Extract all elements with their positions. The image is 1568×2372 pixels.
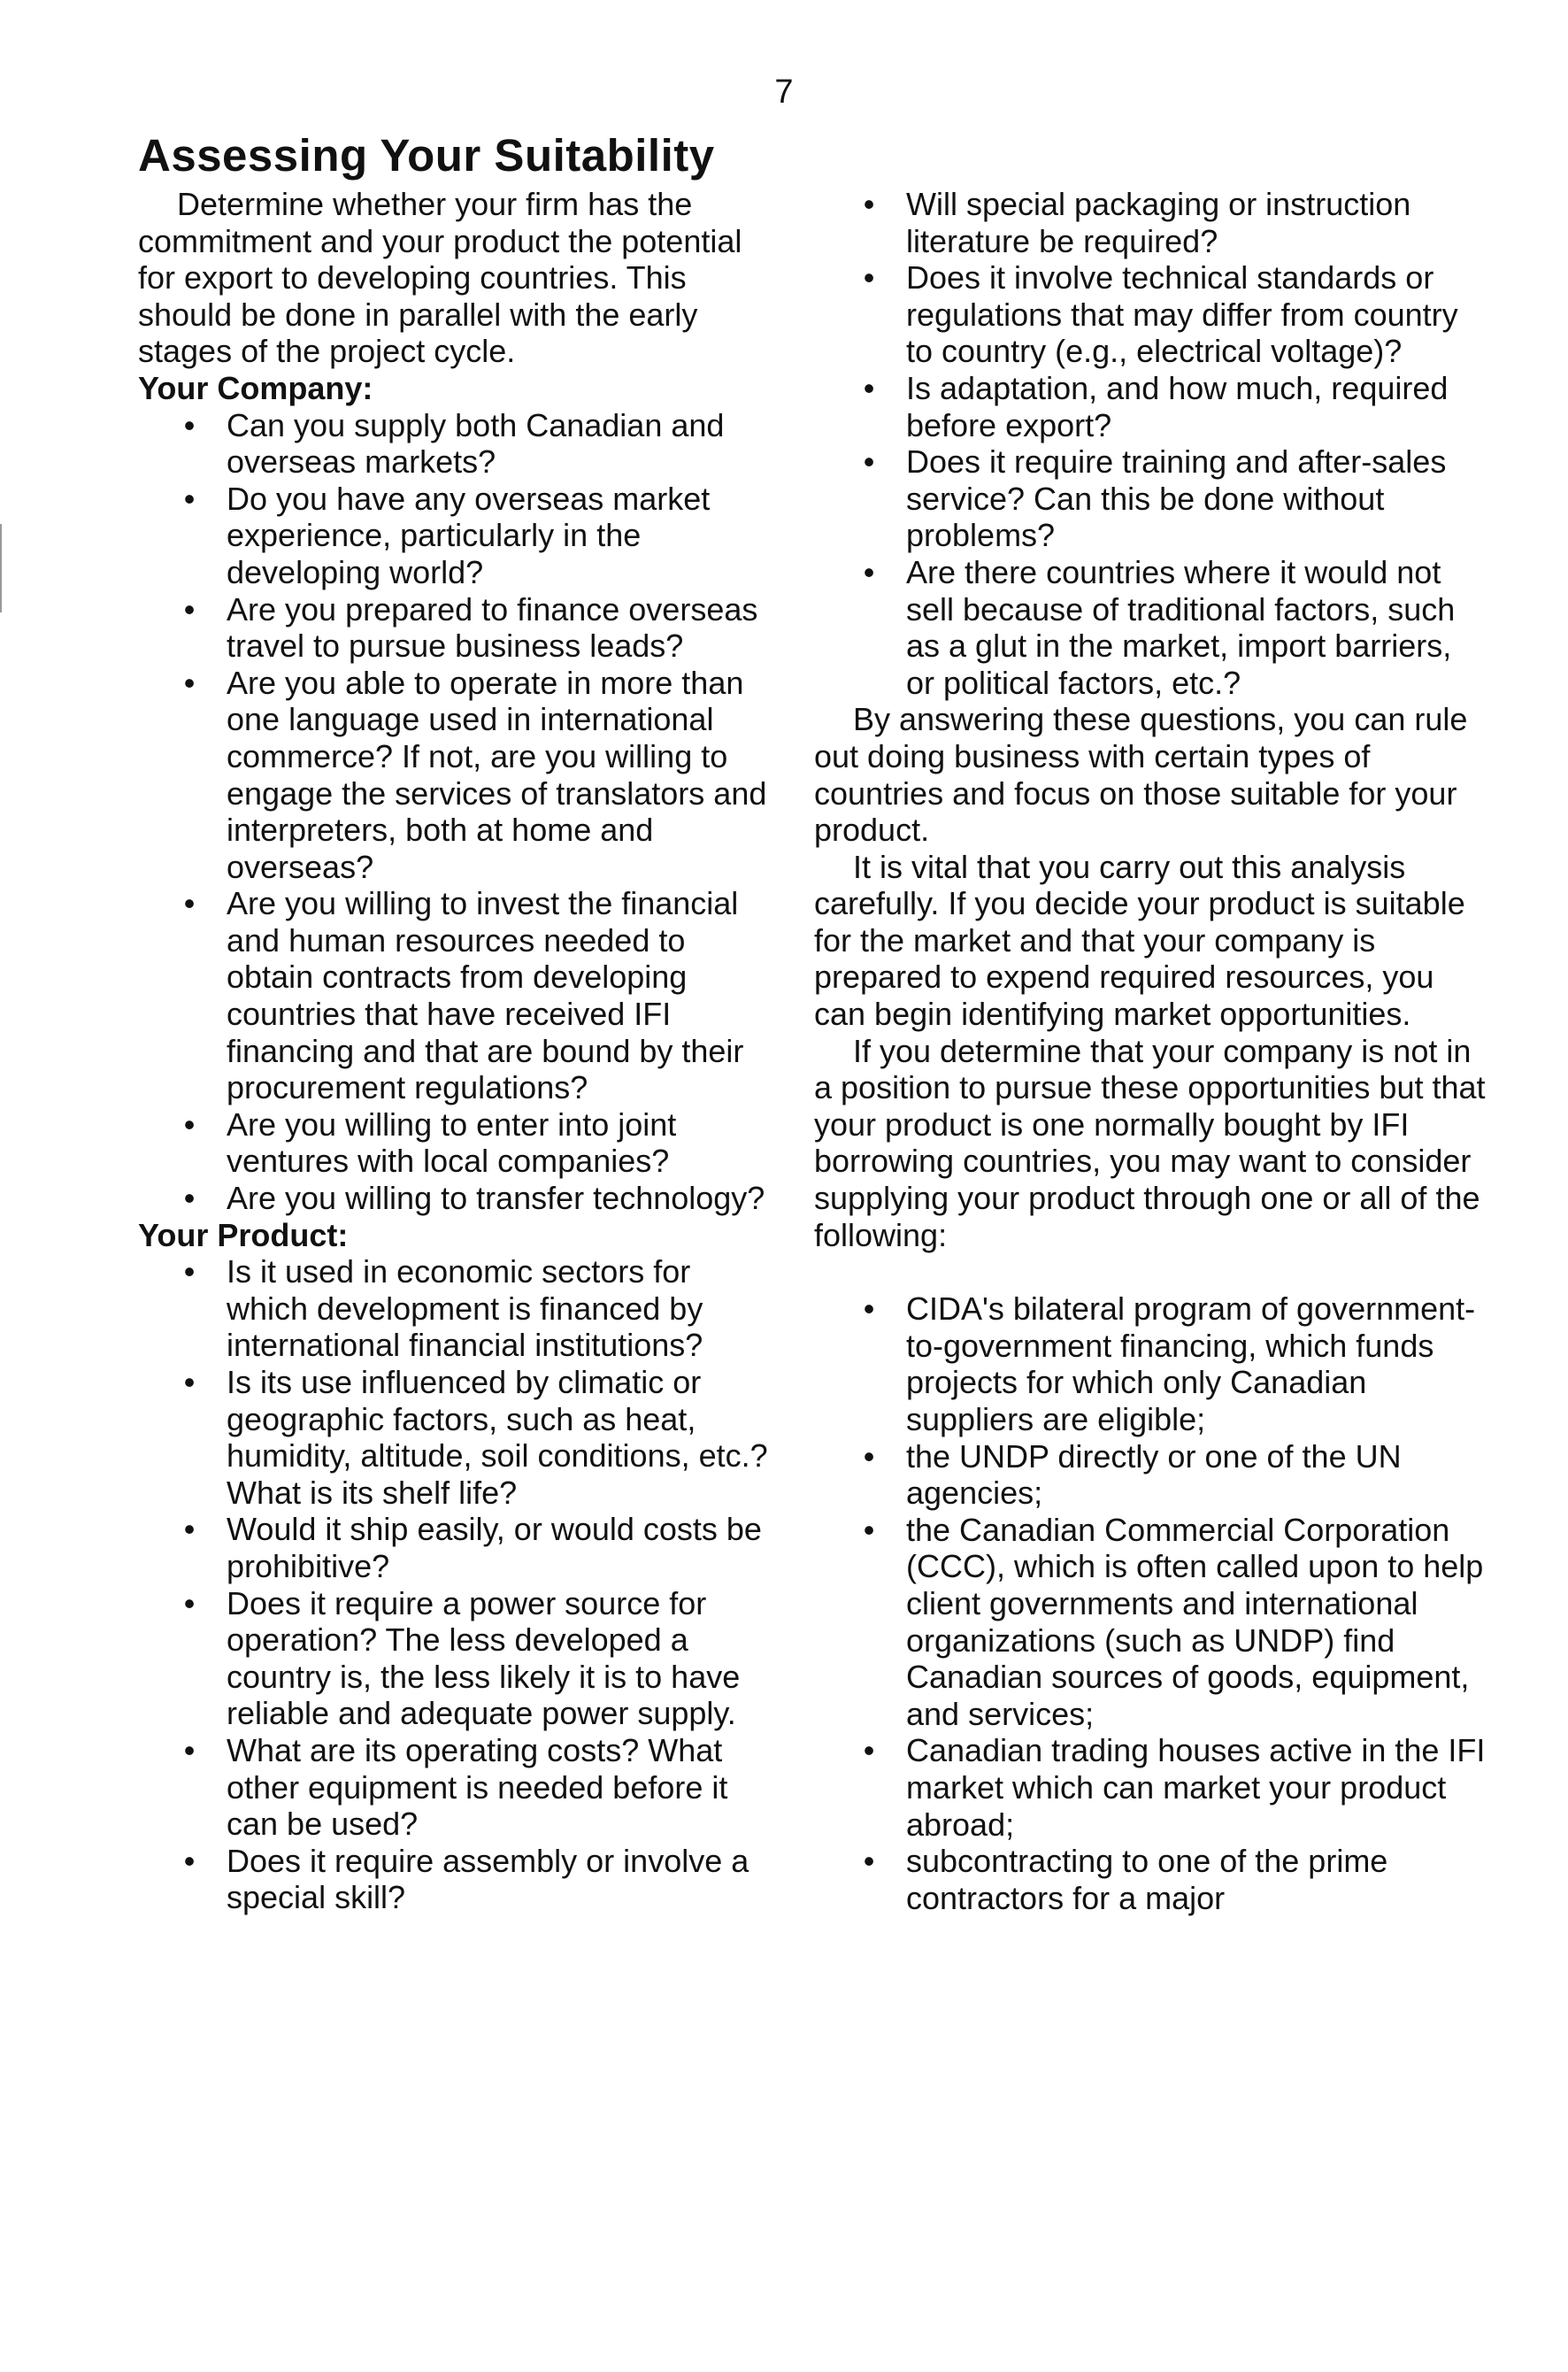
list-item: • Is adaptation, and how much, required before export? [814,370,1487,443]
bullet-icon: • [863,369,875,406]
body-paragraph: By answering these questions, you can rule out doing business with certain types of countries and focus on those suitable for your product. [814,701,1468,849]
list-item: • Does it require assembly or involve a special skill? [138,1843,775,1916]
bullet-icon: • [863,553,875,590]
list-item: • Does it require a power source for operation? The less developed a country is, the less likely it is to have reliable and adequate power supply. [138,1585,775,1732]
list-item: • Can you supply both Canadian and overseas markets? [138,407,775,481]
bullet-icon: • [863,1511,875,1548]
bullet-icon: • [863,259,875,296]
company-question-list [138,407,775,1217]
intro-paragraph: Determine whether your firm has the commitment and your product the potential for export to developing countries. This should be done in parallel with the early stages of the project cycle. [138,186,742,370]
product-question-list-continued [814,186,1487,701]
bullet-icon: • [183,1180,196,1217]
list-item: • Will special packaging or instruction literature be required? [814,186,1487,259]
body-paragraph: It is vital that you carry out this analysis carefully. If you decide your product is suitable for the market and that your company is prepared to expend required resources, you can begin identifying market opportunities. [814,848,1465,1033]
bullet-icon: • [183,480,196,517]
bullet-icon: • [183,1731,196,1768]
alternatives-list [814,1290,1487,1916]
bullet-icon: • [863,1732,875,1769]
margin-rule [0,524,2,612]
bullet-icon: • [183,590,196,628]
section-heading: Assessing Your Suitability [138,130,715,181]
list-item: • Are you willing to invest the financial and human resources needed to obtain contracts from developing countries that have received IFI financing and that are bound by their procurement regulations? [138,885,775,1106]
list-item: • Does it involve technical standards or regulations that may differ from country to country (e.g., electrical voltage)? [814,259,1487,370]
list-item: • Are you willing to transfer technology? [138,1180,775,1217]
bullet-icon: • [183,406,196,443]
list-item: • CIDA's bilateral program of government-to-government financing, which funds projects for which only Canadian suppliers are eligible; [814,1290,1487,1437]
bullet-icon: • [183,1364,196,1400]
product-subheading: Your Product: [138,1216,349,1253]
body-paragraph: If you determine that your company is not in a position to pursue these opportunities but that your product is one normally bought by IFI borrowing countries, you may want to consider supplying your product through one or all of the following: [814,1032,1486,1253]
bullet-icon: • [863,1290,875,1328]
bullet-icon: • [183,1584,196,1621]
bullet-icon: • [183,1105,196,1143]
bullet-icon: • [863,186,875,222]
product-question-list [138,1253,775,1916]
list-item: • the Canadian Commercial Corporation (CCC), which is often called upon to help client governments and international organizations (such as UNDP) find Canadian sources of goods, equipment, and services; [814,1512,1487,1733]
list-item: • Is it used in economic sectors for which development is financed by international financial institutions? [138,1253,775,1364]
bullet-icon: • [863,1437,875,1475]
list-item: • subcontracting to one of the prime contractors for a major [814,1843,1487,1916]
bullet-icon: • [863,443,875,481]
list-item: • Would it ship easily, or would costs be prohibitive? [138,1511,775,1584]
list-item: • Are there countries where it would not sell because of traditional factors, such as a glut in the market, import barriers, or political factors, etc.? [814,554,1487,701]
left-column [138,186,775,1916]
bullet-icon: • [183,885,196,922]
list-item: • What are its operating costs? What other equipment is needed before it can be used? [138,1732,775,1843]
bullet-icon: • [183,1511,196,1548]
company-subheading: Your Company: [138,369,373,406]
list-item: • Are you able to operate in more than one language used in international commerce? If not, are you willing to engage the services of translators and interpreters, both at home and overseas? [138,665,775,886]
bullet-icon: • [183,1253,196,1290]
list-item: • Does it require training and after-sales service? Can this be done without problems? [814,443,1487,554]
page-number: 7 [774,73,794,111]
bullet-icon: • [183,1842,196,1879]
list-item: • Are you willing to enter into joint ventures with local companies? [138,1106,775,1180]
list-item: • Is its use influenced by climatic or geographic factors, such as heat, humidity, altitude, soil conditions, etc.? What is its shelf life? [138,1364,775,1511]
bullet-icon: • [863,1843,875,1880]
spacer [814,1253,1487,1290]
right-column [814,186,1487,1916]
list-item: • the UNDP directly or one of the UN agencies; [814,1438,1487,1512]
list-item: • Do you have any overseas market experience, particularly in the developing world? [138,481,775,591]
list-item: • Canadian trading houses active in the IFI market which can market your product abroad; [814,1732,1487,1843]
list-item: • Are you prepared to finance overseas travel to pursue business leads? [138,591,775,665]
bullet-icon: • [183,664,196,701]
